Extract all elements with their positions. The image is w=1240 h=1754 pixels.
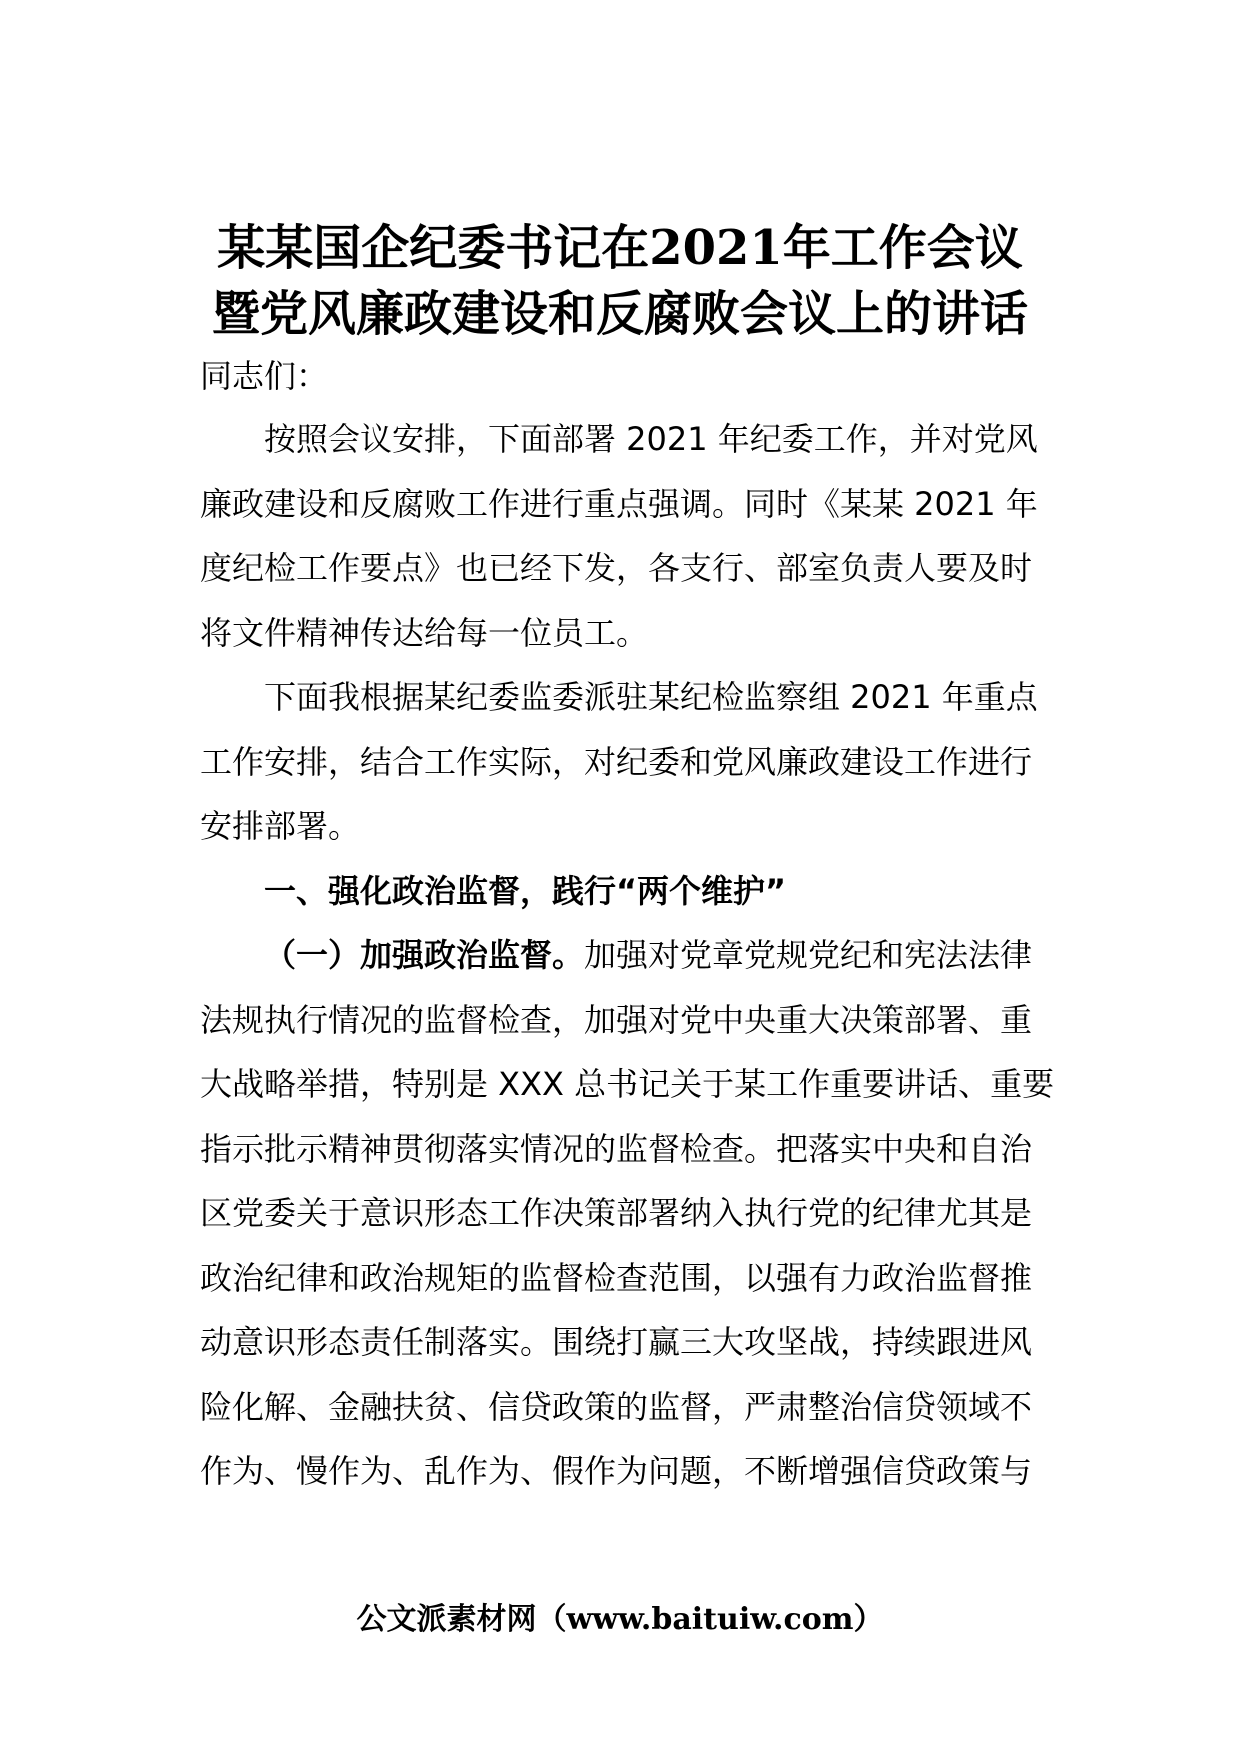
paragraph-1-line-2: 廉政建设和反腐败工作进行重点强调。同时《某某 2021 年	[200, 485, 1038, 523]
document-title-line-2: 暨党风廉政建设和反腐败会议上的讲话	[211, 286, 1028, 342]
paragraph-2-line-3: 安排部署。	[200, 807, 361, 845]
paragraph-1-line-1: 按照会议安排，下面部署 2021 年纪委工作，并对党风	[264, 420, 1038, 458]
subsection-1-line-9: 作为、慢作为、乱作为、假作为问题，不断增强信贷政策与	[200, 1452, 1033, 1490]
subsection-1-line-2: 法规执行情况的监督检查，加强对党中央重大决策部署、重	[200, 1001, 1033, 1039]
paragraph-2-line-2: 工作安排，结合工作实际，对纪委和党风廉政建设工作进行	[200, 743, 1033, 781]
subsection-1-line-7: 动意识形态责任制落实。围绕打赢三大攻坚战，持续跟进风	[200, 1323, 1033, 1361]
paragraph-2-line-1: 下面我根据某纪委监委派驻某纪检监察组 2021 年重点	[264, 678, 1038, 716]
subsection-1-first-line-text: 加强对党章党规党纪和宪法法律	[584, 936, 1033, 974]
subsection-1-line-5: 区党委关于意识形态工作决策部署纳入执行党的纪律尤其是	[200, 1194, 1033, 1232]
section-1-heading: 一、强化政治监督，践行“两个维护”	[264, 872, 787, 910]
paragraph-1-line-3: 度纪检工作要点》也已经下发，各支行、部室负责人要及时	[200, 549, 1033, 587]
subsection-1-line-6: 政治纪律和政治规矩的监督检查范围，以强有力政治监督推	[200, 1259, 1033, 1297]
salutation: 同志们：	[200, 357, 329, 395]
subsection-1-line-4: 指示批示精神贯彻落实情况的监督检查。把落实中央和自治	[200, 1130, 1033, 1168]
subsection-1-line-3: 大战略举措，特别是 XXX 总书记关于某工作重要讲话、重要	[200, 1065, 1055, 1103]
subsection-1-heading: （一）加强政治监督。	[264, 936, 585, 974]
subsection-1-first-line	[264, 935, 1080, 975]
footer-watermark: 公文派素材网（www.baituiw.com）	[356, 1602, 884, 1637]
document-title-line-1: 某某国企纪委书记在2021年工作会议	[217, 220, 1023, 276]
paragraph-1-line-4: 将文件精神传达给每一位员工。	[200, 614, 649, 652]
subsection-1-line-8: 险化解、金融扶贫、信贷政策的监督，严肃整治信贷领域不	[200, 1388, 1033, 1426]
